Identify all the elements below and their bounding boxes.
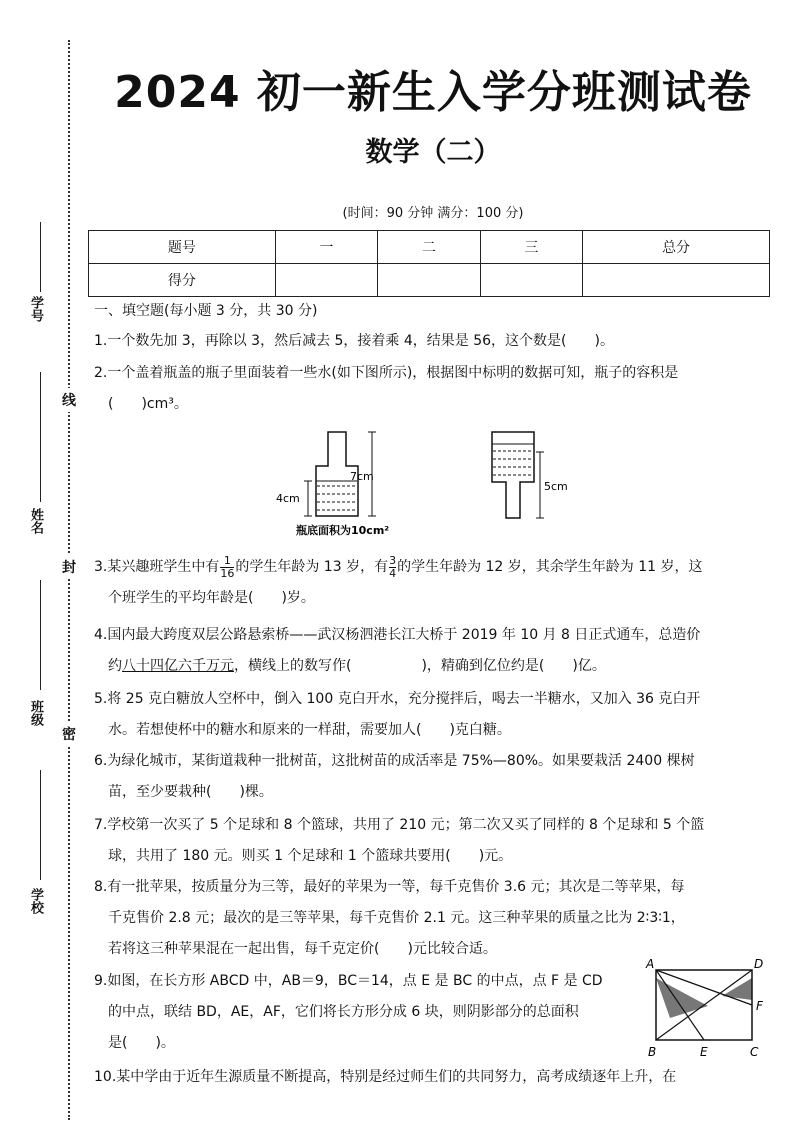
q3-text-a: 3.某兴趣班学生中有 [94,559,220,575]
score-header-cell: 总分 [583,231,770,264]
question-9-line3: 是( )。 [108,1035,175,1051]
q4-pre: 约 [108,658,122,674]
question-2-line1: 2.一个盖着瓶盖的瓶子里面装着一些水(如下图所示)，根据图中标明的数据可知，瓶子的容积是 [94,365,679,381]
cut-dotted-line [68,40,70,1120]
question-9 [94,966,657,1059]
cut-word-line: 线 [62,388,76,412]
question-8-line1: 8.有一批苹果，按质量分为三等，最好的苹果为一等，每千克售价 3.6 元；其次是二等苹果，每 [94,879,685,895]
section-heading: 一、填空题(每小题 3 分，共 30 分) [94,303,318,319]
class-label: 班级 [28,700,43,726]
score-header-cell: 题号 [89,231,276,264]
frac1-num: 1 [220,555,234,568]
bottle-caption: 瓶底面积为10cm² [296,524,390,537]
exam-title: 2024 初一新生入学分班测试卷 [114,67,752,118]
question-4-line2 [94,651,774,682]
school-blank [40,770,41,880]
score-table-header-row [89,231,770,264]
question-5-line1: 5.将 25 克白糖放人空杯中，倒入 100 克白开水，充分搅拌后，喝去一半糖水，又加入 36 克白开 [94,691,701,707]
question-8 [94,872,774,965]
question-4-line1: 4.国内最大跨度双层公路悬索桥——武汉杨泗港长江大桥于 2019 年 10 月 8 日正式通车，总造价 [94,627,701,643]
frac1-den: 16 [220,566,235,580]
fraction-1-16 [220,555,234,580]
score-table-score-row [89,264,770,297]
point-c: C [750,1045,759,1059]
question-2-line2: ( )cm³。 [108,396,188,412]
q3-text-c: 的学生年龄为 12 岁，其余学生年龄为 11 岁，这 [397,559,703,575]
question-6-line2: 苗，至少要栽种( )棵。 [108,784,273,800]
student-no-label: 学号 [28,296,43,322]
class-blank [40,580,41,690]
question-5-line2: 水。若想使杯中的糖水和原来的一样甜，需要加人( )克白糖。 [108,722,511,738]
question-6-line1: 6.为绿化城市，某街道栽种一批树苗，这批树苗的成活率是 75%—80%。如果要栽活 2400 棵树 [94,753,695,769]
question-3-line1 [94,552,774,583]
time-info: (时间：90 分钟 满分：100 分) [342,206,524,221]
question-9-line2: 的中点，联结 BD，AE，AF，它们将长方形分成 6 块，则阴影部分的总面积 [108,1004,579,1020]
cut-word-close: 密 [62,722,76,746]
q4-post: ，横线上的数写作( )，精确到亿位约是( )亿。 [234,658,606,674]
label-7cm: 7cm [350,470,374,483]
school-label: 学校 [28,888,43,914]
question-2 [94,358,774,420]
question-3 [94,552,774,614]
question-5 [94,684,774,746]
point-e: E [700,1045,708,1059]
question-4 [94,620,774,682]
score-cell[interactable] [480,264,582,297]
question-7 [94,810,774,872]
score-header-cell: 三 [480,231,582,264]
name-label: 姓名 [28,508,43,534]
shaded-region [656,978,708,1018]
exam-subtitle: 数学（二） [365,137,501,168]
question-3-line2: 个班学生的平均年龄是( )岁。 [108,590,315,606]
q3-text-b: 的学生年龄为 13 岁，有 [235,559,389,575]
bottle-figure [268,424,588,544]
q4-underlined-number: 八十四亿六千万元 [122,658,234,674]
question-9-line1: 9.如图，在长方形 ABCD 中，AB＝9，BC＝14，点 E 是 BC 的中点，点 F 是 CD [94,973,603,989]
binding-sidebar [0,0,80,1132]
label-5cm: 5cm [544,480,568,493]
score-header-cell: 一 [275,231,377,264]
point-b: B [648,1045,657,1059]
question-10: 10.某中学由于近年生源质量不断提高，特别是经过师生们的共同努力，高考成绩逐年上升，在 [94,1069,677,1085]
question-7-line1: 7.学校第一次买了 5 个足球和 8 个篮球，共用了 210 元；第二次又买了同样的 8 个足球和 5 个篮 [94,817,705,833]
frac2-num: 3 [389,553,397,567]
name-blank [40,372,41,502]
rectangle-figure [644,956,774,1060]
question-8-line3: 若将这三种苹果混在一起出售，每千克定价( )元比较合适。 [108,941,497,957]
score-row-label: 得分 [89,264,276,297]
point-f: F [756,999,763,1013]
score-cell[interactable] [583,264,770,297]
fraction-3-4 [389,555,396,580]
student-no-blank [40,222,41,292]
frac2-den: 4 [389,566,397,580]
score-header-cell: 二 [378,231,480,264]
question-8-line2: 千克售价 2.8 元；最次的是三等苹果，每千克售价 2.1 元。这三种苹果的质量之比为 2∶3∶1， [108,910,685,926]
question-7-line2: 球，共用了 180 元。则买 1 个足球和 1 个篮球共要用( )元。 [108,848,513,864]
score-cell[interactable] [275,264,377,297]
point-a: A [646,957,655,971]
question-6 [94,746,774,808]
cut-word-seal: 封 [62,555,76,579]
score-cell[interactable] [378,264,480,297]
bottle-inverted [492,432,568,518]
point-d: D [754,957,764,971]
label-4cm: 4cm [276,492,300,505]
score-table [88,230,770,297]
question-1: 1.一个数先加 3，再除以 3，然后减去 5，接着乘 4，结果是 56，这个数是( )。 [94,333,614,349]
bottle-upright [276,432,389,537]
